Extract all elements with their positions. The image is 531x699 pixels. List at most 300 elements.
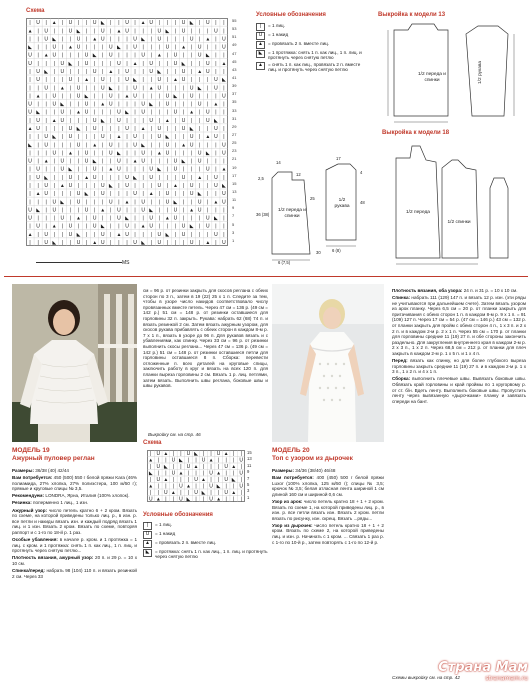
chart-stitch: U <box>181 68 186 75</box>
chart-stitch: | <box>166 60 169 67</box>
chart-stitch: ◣ <box>181 60 186 67</box>
chart-stitch: | <box>77 150 80 157</box>
chart-stitch: ▲ <box>205 36 211 43</box>
chart-stitch: | <box>126 36 128 43</box>
chart-stitch: U <box>100 36 105 43</box>
chart-stitch: ◣ <box>213 117 218 124</box>
chart-stitch: | <box>37 60 39 67</box>
chart-stitch: ◣ <box>205 150 210 157</box>
chart-stitch: | <box>118 36 120 43</box>
legend-text: = 1 накид <box>155 531 176 536</box>
chart-stitch: | <box>190 68 193 75</box>
chart-stitch: U <box>100 85 105 92</box>
chart-stitch: | <box>134 20 136 27</box>
chart-stitch: | <box>118 174 120 181</box>
chart-stitch: | <box>29 68 31 75</box>
chart-stitch: | <box>45 215 47 222</box>
chart-stitch: | <box>69 109 72 116</box>
chart-stitch: U <box>68 20 73 27</box>
pattern-18-drawing <box>386 138 526 268</box>
chart-stitch: U <box>36 20 40 27</box>
chart-stitch: ▲ <box>76 109 81 116</box>
chart-stitch: U <box>76 85 81 92</box>
chart-stitch: | <box>207 207 209 214</box>
chart-stitch: ◣ <box>186 496 191 502</box>
chart-stitch: U <box>222 44 226 51</box>
chart-row-number: 37 <box>232 91 237 97</box>
chart-stitch: | <box>182 85 185 92</box>
dim-17: 17 <box>336 156 341 161</box>
chart-stitch: | <box>202 483 205 490</box>
chart-stitch: | <box>94 191 96 198</box>
chart-row-number: 9 <box>247 469 250 475</box>
chart-row-number: 51 <box>232 34 237 40</box>
chart-stitch: U <box>181 117 186 124</box>
chart-stitch: ▲ <box>59 182 65 189</box>
chart-stitch: | <box>166 182 169 189</box>
chart-stitch: ◣ <box>28 44 32 51</box>
chart-stitch: | <box>174 44 177 51</box>
chart-stitch: | <box>210 464 212 471</box>
chart-stitch: | <box>29 174 31 181</box>
schema-2-legend-title: Условные обозначения <box>143 512 213 518</box>
chart-stitch: | <box>223 174 225 181</box>
chart-row-number: 21 <box>232 156 237 162</box>
chart-stitch: | <box>158 93 160 100</box>
chart-stitch: ◣ <box>148 470 153 477</box>
chart-stitch: | <box>110 77 112 84</box>
chart-stitch: U <box>60 60 65 67</box>
chart-stitch: | <box>94 101 96 108</box>
chart-stitch: U <box>28 215 32 222</box>
stitch-symbol-icon: U <box>256 32 265 40</box>
chart-stitch: ◣ <box>194 451 198 458</box>
chart-stitch: | <box>94 109 96 116</box>
chart-stitch: | <box>150 93 152 100</box>
chart-stitch: | <box>207 125 209 132</box>
chart-stitch: | <box>182 134 185 141</box>
chart-stitch: | <box>150 77 152 84</box>
chart-stitch: U <box>214 28 218 35</box>
chart-stitch: | <box>180 477 182 484</box>
chart-stitch: ◣ <box>197 85 202 92</box>
chart-stitch: | <box>77 166 80 173</box>
model-20-pattern-ref: Схемы выкройку см. на стр. 42 <box>392 675 460 680</box>
chart-stitch: ◣ <box>141 239 146 246</box>
chart-stitch: | <box>174 191 177 198</box>
chart-stitch: U <box>222 36 226 43</box>
chart-stitch: U <box>189 93 194 100</box>
chart-stitch: | <box>102 125 104 132</box>
chart-stitch: | <box>61 52 64 59</box>
chart-stitch: ▲ <box>231 490 237 497</box>
chart-stitch: ▲ <box>208 457 214 464</box>
chart-stitch: U <box>68 125 73 132</box>
chart-stitch: U <box>92 174 97 181</box>
chart-stitch: | <box>77 60 80 67</box>
chart-stitch: U <box>239 470 244 477</box>
chart-stitch: U <box>216 451 221 458</box>
chart-stitch: | <box>85 142 88 149</box>
chart-stitch: | <box>45 117 47 124</box>
chart-stitch: | <box>225 483 227 490</box>
chart-stitch: | <box>94 60 96 67</box>
watermark-logo: Страна Мам stranamam.ru <box>438 660 528 682</box>
chart-stitch: U <box>224 477 228 484</box>
chart-stitch: | <box>37 36 39 43</box>
chart-stitch: | <box>85 134 88 141</box>
chart-stitch: | <box>199 215 201 222</box>
instruction-paragraph: Рекомендуем: LONDRA, Ярна, Италия (100% хлопок). <box>12 493 130 499</box>
chart-stitch: ◣ <box>173 199 178 206</box>
chart-stitch: ◣ <box>76 125 81 132</box>
chart-stitch: ◣ <box>125 215 129 222</box>
legend-row <box>256 23 368 31</box>
chart-stitch: U <box>28 101 32 108</box>
chart-stitch: ▲ <box>51 20 57 27</box>
chart-stitch: U <box>214 231 218 238</box>
chart-stitch: | <box>182 101 185 108</box>
chart-stitch: U <box>181 28 186 35</box>
chart-stitch: ▲ <box>223 451 229 458</box>
chart-stitch: | <box>45 150 47 157</box>
chart-stitch: | <box>240 490 242 497</box>
chart-stitch: ◣ <box>165 134 170 141</box>
chart-stitch: | <box>142 44 144 51</box>
chart-stitch: | <box>158 117 160 124</box>
chart-stitch: | <box>37 44 39 51</box>
chart-stitch: | <box>202 451 205 458</box>
chart-stitch: | <box>69 68 72 75</box>
chart-stitch: | <box>199 166 201 173</box>
chart-stitch: U <box>44 182 49 189</box>
chart-stitch: | <box>187 490 190 497</box>
chart-stitch: | <box>174 101 177 108</box>
chart-stitch: | <box>77 101 80 108</box>
chart-stitch: | <box>215 158 217 165</box>
chart-stitch: | <box>150 125 152 132</box>
chart-stitch: ◣ <box>157 166 162 173</box>
chart-stitch: | <box>199 36 201 43</box>
chart-row-number: 15 <box>247 450 252 455</box>
chart-stitch: | <box>29 191 31 198</box>
chart-stitch: U <box>181 20 186 27</box>
chart-stitch: | <box>110 60 112 67</box>
chart-stitch: U <box>109 52 113 59</box>
chart-stitch: U <box>92 166 97 173</box>
chart-stitch: | <box>85 44 88 51</box>
chart-stitch: ◣ <box>108 85 113 92</box>
chart-stitch: | <box>69 36 72 43</box>
chart-stitch: ▲ <box>197 174 203 181</box>
chart-row-number: 11 <box>232 197 237 203</box>
chart-row-number: 7 <box>247 475 250 481</box>
chart-stitch: U <box>84 60 89 67</box>
chart-stitch: | <box>158 207 160 214</box>
chart-stitch: U <box>84 52 89 59</box>
pattern-18 <box>382 130 528 270</box>
chart-stitch: | <box>225 457 227 464</box>
chart-stitch: | <box>150 150 152 157</box>
chart-stitch: | <box>118 77 120 84</box>
chart-stitch: U <box>189 85 194 92</box>
chart-stitch: U <box>157 85 162 92</box>
chart-stitch: | <box>207 231 209 238</box>
chart-row-number: 47 <box>232 50 237 56</box>
chart-stitch: | <box>233 451 235 458</box>
chart-stitch: ▲ <box>27 125 33 132</box>
chart-stitch: | <box>110 174 112 181</box>
chart-stitch: U <box>36 174 40 181</box>
chart-stitch: | <box>165 483 167 490</box>
chart-stitch: | <box>77 174 80 181</box>
chart-stitch: U <box>133 44 137 51</box>
chart-stitch: ▲ <box>181 142 187 149</box>
chart-stitch: | <box>215 44 217 51</box>
chart-stitch: | <box>233 457 235 464</box>
chart-stitch: U <box>44 36 49 43</box>
chart-stitch: U <box>60 215 65 222</box>
chart-stitch: ▲ <box>43 52 49 59</box>
chart-stitch: | <box>215 191 217 198</box>
chart-stitch: ◣ <box>157 68 162 75</box>
chart-row-number: 39 <box>232 83 237 89</box>
chart-stitch: U <box>197 52 202 59</box>
chart-stitch: | <box>61 20 64 27</box>
chart-stitch: | <box>142 231 144 238</box>
chart-stitch: | <box>102 142 104 149</box>
chart-stitch: | <box>190 44 193 51</box>
chart-stitch: ▲ <box>170 490 176 497</box>
chart-stitch: ◣ <box>60 101 65 108</box>
chart-stitch: | <box>69 215 72 222</box>
chart-stitch: ▲ <box>173 182 178 189</box>
chart-stitch: | <box>37 52 39 59</box>
chart-stitch: | <box>166 109 169 116</box>
chart-stitch: | <box>165 496 167 502</box>
chart-stitch: U <box>52 150 57 157</box>
chart-stitch: ◣ <box>84 191 89 198</box>
chart-stitch: ▲ <box>155 496 161 502</box>
chart-stitch: U <box>133 85 137 92</box>
chart-stitch: | <box>190 215 193 222</box>
chart-stitch: | <box>126 142 128 149</box>
legend-row <box>143 549 268 560</box>
chart-stitch: U <box>133 134 137 141</box>
chart-stitch: | <box>61 239 64 246</box>
instruction-paragraph: Спинка: набрать 111 (129) 147 п. и вязать 12 р. изн. (эти ряды не учитываются при дальнейшем счете). Затем вязать узором из арок планку. Через 6,5 см = 20 р. от планки закрыть для притачивания с обеих сторон 1 п. в каждом 8-м р. 9 х 1 п. = 91 (109) 127 п. Через 17 см = 54 р. (47 см = 146 р.) 43 см = 132 р. от планки закрыть для пройм с обеих сторон 4 п., 1 х 3 п. и 2 х 2 п. и в каждом 2-м р. 2 х 1 п. Через 55 см = 170 р. от планки для горловины средние 11 (19) 27 п. и обе стороны закончить раздельно. Для закругления внутреннего края в каждом 2-м р. 2 х 3 п., 1 х 2 п. Через 68,5 см = 212 р. от планки для плеч закрыть в каждом 2-м р. 1 х 5 п. и 1 х 4 п. <box>392 295 526 357</box>
chart-stitch: U <box>197 44 202 51</box>
chart-stitch: U <box>157 125 162 132</box>
chart-stitch: ▲ <box>213 101 219 108</box>
chart-stitch: | <box>202 464 205 471</box>
legend-text: = снять 1 п. как лиц., провязать 2 п. вместе лиц. и протянуть через снятую петлю <box>268 61 361 73</box>
chart-stitch: | <box>37 199 39 206</box>
chart-stitch: | <box>110 134 112 141</box>
chart-stitch: ◣ <box>92 158 97 165</box>
chart-stitch: | <box>102 158 104 165</box>
chart-stitch: U <box>222 191 226 198</box>
instruction-paragraph: Размеры: 34/36 (38/40) 46/48 <box>272 468 336 473</box>
chart-stitch: U <box>197 199 202 206</box>
chart-stitch: | <box>118 93 120 100</box>
chart-stitch: U <box>171 457 176 464</box>
chart-stitch: U <box>141 199 145 206</box>
chart-stitch: | <box>126 44 128 51</box>
chart-row-number: 9 <box>232 205 235 211</box>
chart-stitch: U <box>189 36 194 43</box>
pattern-18-label-back: 1/2 спинки <box>447 220 471 225</box>
chart-stitch: U <box>157 239 162 246</box>
dim-36-38: 36 (38) <box>256 212 270 217</box>
legend-text: = 1 накид <box>268 32 289 37</box>
chart-stitch: | <box>150 109 152 116</box>
chart-stitch: | <box>85 166 88 173</box>
chart-stitch: | <box>157 483 159 490</box>
chart-stitch: ◣ <box>76 28 81 35</box>
chart-stitch: ◣ <box>222 77 226 84</box>
chart-stitch: | <box>102 166 104 173</box>
chart-stitch: ◣ <box>116 150 121 157</box>
chart-stitch: U <box>28 52 32 59</box>
chart-stitch: | <box>29 117 31 124</box>
chart-stitch: ▲ <box>140 20 146 27</box>
chart-stitch: | <box>215 109 217 116</box>
chart-stitch: U <box>181 125 186 132</box>
chart-stitch: U <box>189 191 194 198</box>
chart-stitch: U <box>214 85 218 92</box>
chart-stitch: | <box>110 239 112 246</box>
main-knitting-chart <box>26 18 228 246</box>
chart-stitch: | <box>172 483 175 490</box>
legend-row <box>256 62 368 73</box>
chart-stitch: | <box>29 134 31 141</box>
dim-12: 12 <box>296 172 301 177</box>
chart-stitch: U <box>117 109 121 116</box>
chart-stitch: ◣ <box>189 20 194 27</box>
chart-stitch: ▲ <box>132 60 138 67</box>
chart-stitch: U <box>109 44 113 51</box>
chart-stitch: | <box>69 158 72 165</box>
chart-stitch: U <box>179 483 183 490</box>
chart-stitch: | <box>202 496 205 502</box>
chart-stitch: ◣ <box>213 215 218 222</box>
chart-stitch: | <box>53 142 55 149</box>
chart-stitch: | <box>233 483 235 490</box>
chart-stitch: U <box>76 93 81 100</box>
chart-stitch: | <box>174 68 177 75</box>
schema-section <box>4 8 244 270</box>
chart-stitch: | <box>199 231 201 238</box>
chart-stitch: | <box>61 191 64 198</box>
chart-stitch: U <box>117 207 121 214</box>
chart-stitch: | <box>134 215 136 222</box>
chart-stitch: U <box>141 52 145 59</box>
chart-stitch: | <box>94 28 96 35</box>
chart-stitch: | <box>53 109 55 116</box>
stitch-symbol-icon: ◣ <box>143 549 152 557</box>
chart-stitch: | <box>199 125 201 132</box>
instruction-paragraph: Вам потребуется: 450 (500) 550 г белой пряжи Kara (46% полиамида, 27% хлопка, 27% полиэстера, 100 м/50 г); прямые и круговые спицы № 3,5. <box>12 475 137 492</box>
chart-stitch: | <box>61 207 64 214</box>
chart-row-number: 3 <box>232 229 235 235</box>
chart-stitch: | <box>102 150 104 157</box>
chart-stitch: | <box>215 142 217 149</box>
chart-stitch: | <box>69 52 72 59</box>
chart-stitch: | <box>182 191 185 198</box>
chart-stitch: | <box>85 28 88 35</box>
chart-stitch: | <box>53 85 55 92</box>
chart-stitch: U <box>149 68 154 75</box>
chart-stitch: U <box>222 199 226 206</box>
chart-stitch: U <box>125 174 129 181</box>
chart-stitch: ◣ <box>197 191 202 198</box>
chart-stitch: ▲ <box>51 117 57 124</box>
chart-stitch: | <box>126 150 128 157</box>
schema-2-section <box>143 440 268 696</box>
chart-stitch: | <box>77 20 80 27</box>
chart-stitch: ▲ <box>213 199 219 206</box>
chart-stitch: | <box>85 182 88 189</box>
chart-stitch: | <box>94 231 96 238</box>
chart-stitch: | <box>199 142 201 149</box>
chart-stitch: U <box>165 150 170 157</box>
chart-stitch: | <box>190 174 193 181</box>
chart-stitch: | <box>190 52 193 59</box>
chart-stitch: U <box>60 109 65 116</box>
chart-stitch: | <box>77 158 80 165</box>
chart-stitch: | <box>45 109 47 116</box>
chart-stitch: U <box>201 457 206 464</box>
chart-stitch: ◣ <box>52 239 57 246</box>
chart-stitch: | <box>172 451 175 458</box>
chart-stitch: | <box>223 52 225 59</box>
chart-stitch: | <box>77 182 80 189</box>
chart-stitch: | <box>172 496 175 502</box>
chart-stitch: | <box>37 142 39 149</box>
chart-row-number: 29 <box>232 123 237 129</box>
chart-stitch: | <box>210 490 212 497</box>
chart-stitch: U <box>76 191 81 198</box>
schema-2-title: Схема <box>143 440 162 446</box>
chart-stitch: U <box>117 117 121 124</box>
chart-stitch: U <box>68 231 73 238</box>
chart-stitch: | <box>142 117 144 124</box>
chart-stitch: ◣ <box>36 207 41 214</box>
chart-stitch: U <box>44 239 49 246</box>
chart-stitch: | <box>77 134 80 141</box>
chart-stitch: ▲ <box>67 150 73 157</box>
chart-stitch: | <box>166 85 169 92</box>
chart-stitch: | <box>61 125 64 132</box>
chart-stitch: ▲ <box>205 134 211 141</box>
chart-stitch: | <box>166 20 169 27</box>
chart-stitch: | <box>142 134 144 141</box>
chart-stitch: | <box>69 239 72 246</box>
chart-stitch: | <box>102 44 104 51</box>
chart-stitch: U <box>222 239 226 246</box>
chart-stitch: | <box>102 109 104 116</box>
chart-stitch: | <box>29 239 31 246</box>
chart-stitch: U <box>76 239 81 246</box>
chart-stitch: | <box>29 85 31 92</box>
chart-stitch: | <box>150 134 152 141</box>
chart-stitch: | <box>190 166 193 173</box>
chart-stitch: | <box>199 223 201 230</box>
chart-stitch: | <box>118 68 120 75</box>
chart-stitch: | <box>53 28 55 35</box>
chart-stitch: U <box>209 470 213 477</box>
